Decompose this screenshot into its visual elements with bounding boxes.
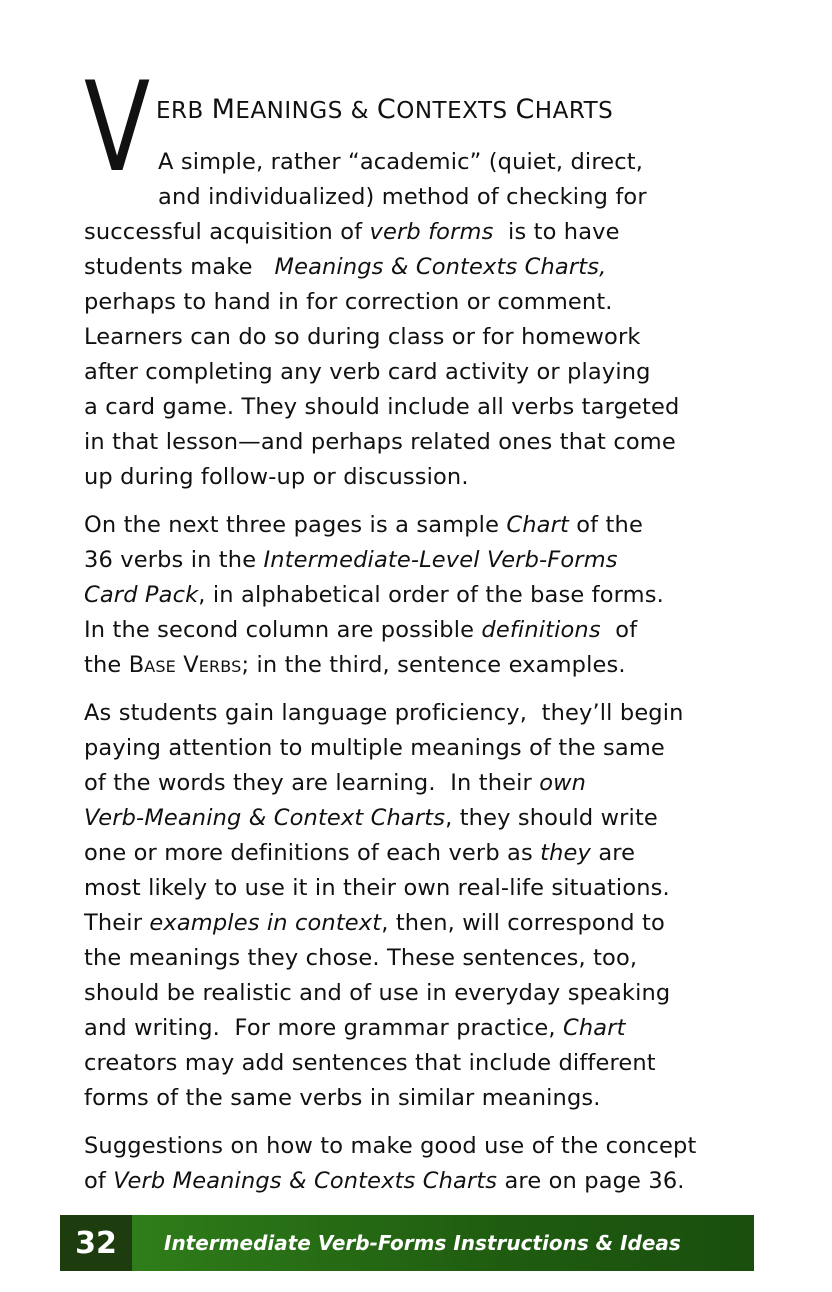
p3-l3-text: of the words they are learning. In their <box>84 770 540 796</box>
p4-l2-text: of <box>84 1168 114 1194</box>
p2-line-2 <box>84 543 618 578</box>
p2-l4-italic: definitions <box>481 617 601 643</box>
p3-line-9: should be realistic and of use in everyday speaking <box>84 980 671 1006</box>
p3-l5-italic: they <box>540 840 592 866</box>
p1-line-1: A simple, rather “academic” (quiet, direct, <box>158 149 644 175</box>
p2-l1-text: On the next three pages is a sample <box>84 512 507 538</box>
p3-l10-italic: Chart <box>562 1015 626 1041</box>
p2-line-5 <box>84 648 626 683</box>
p2-l5-text: the <box>84 652 129 678</box>
p4-l2-italic: Verb Meanings & Contexts Charts <box>113 1168 498 1194</box>
p3-line-3 <box>84 766 586 801</box>
p1-line-4 <box>84 250 606 285</box>
p1-l3-italic: verb forms <box>369 219 494 245</box>
p1-l4-text: students make <box>84 254 275 280</box>
p4-l2-end: are on page 36. <box>497 1168 685 1194</box>
p2-l2-italic: Intermediate-Level Verb-Forms <box>263 547 618 573</box>
heading-word-verb: ERB <box>156 98 204 124</box>
p3-line-12: forms of the same verbs in similar meanings. <box>84 1085 601 1111</box>
footer-title: Intermediate Verb-Forms Instructions & Ideas <box>132 1215 754 1271</box>
p3-l10-text: and writing. For more grammar practice, <box>84 1015 563 1041</box>
page-footer <box>60 1215 754 1271</box>
p3-line-11: creators may add sentences that include different <box>84 1050 656 1076</box>
p3-l7-end: , then, will correspond to <box>381 910 665 936</box>
heading-cap-c2: C <box>515 94 535 125</box>
p3-line-1: As students gain language proficiency, they’ll begin <box>84 700 684 726</box>
p3-line-7 <box>84 906 665 941</box>
heading-cap-m: M <box>211 94 236 125</box>
p1-l4-italic: Meanings & Contexts Charts, <box>274 254 607 280</box>
p3-line-2: paying attention to multiple meanings of the same <box>84 735 665 761</box>
p4-line-1: Suggestions on how to make good use of the concept <box>84 1133 697 1159</box>
p2-line-1 <box>84 508 643 543</box>
p2-l5-smallcaps: Base Verbs <box>128 652 242 678</box>
p2-l5-end: ; in the third, sentence examples. <box>241 652 626 678</box>
p3-line-10 <box>84 1011 626 1046</box>
p3-l7-italic: examples in context <box>149 910 382 936</box>
p3-line-6: most likely to use it in their own real-life situations. <box>84 875 670 901</box>
p4-line-2 <box>84 1164 685 1199</box>
p2-l1-end: of the <box>568 512 643 538</box>
p3-l4-text: , they should write <box>445 805 658 831</box>
p1-l3-end: is to have <box>493 219 620 245</box>
section-heading <box>156 94 613 125</box>
p3-l4-italic: Verb-Meaning & Context Charts <box>84 805 446 831</box>
p1-line-8: a card game. They should include all verbs targeted <box>84 394 680 420</box>
p1-line-6: Learners can do so during class or for homework <box>84 324 641 350</box>
heading-ampersand: & <box>350 98 370 124</box>
page-number: 32 <box>60 1215 132 1271</box>
p3-l5-text: one or more definitions of each verb as <box>84 840 541 866</box>
p1-line-9: in that lesson—and perhaps related ones that come <box>84 429 676 455</box>
p2-l3-italic: Card Pack <box>84 582 199 608</box>
p3-line-8: the meanings they chose. These sentences, too, <box>84 945 638 971</box>
heading-rest-charts: HARTS <box>534 98 614 124</box>
p2-line-4 <box>84 613 637 648</box>
p2-l3-text: , in alphabetical order of the base forms. <box>198 582 664 608</box>
heading-rest-contexts: ONTEXTS <box>396 98 508 124</box>
p2-l4-text: In the second column are possible <box>84 617 482 643</box>
p3-line-4 <box>84 801 658 836</box>
heading-cap-c1: C <box>376 94 397 125</box>
heading-rest-meanings: EANINGS <box>235 98 343 124</box>
p2-line-3 <box>84 578 664 613</box>
p3-line-5 <box>84 836 635 871</box>
p1-line-7: after completing any verb card activity or playing <box>84 359 651 385</box>
p1-line-3 <box>84 215 620 250</box>
p1-line-5: perhaps to hand in for correction or comment. <box>84 289 613 315</box>
p2-l4-end: of <box>600 617 638 643</box>
p3-l7-text: Their <box>84 910 150 936</box>
p1-line-2: and individualized) method of checking for <box>158 184 647 210</box>
p3-l5-end: are <box>591 840 636 866</box>
p3-l3-italic: own <box>539 770 587 796</box>
drop-cap: V <box>84 56 151 200</box>
p2-l1-italic: Chart <box>506 512 569 538</box>
p1-l3-text: successful acquisition of <box>84 219 370 245</box>
p2-l2-text: 36 verbs in the <box>84 547 264 573</box>
p1-line-10: up during follow-up or discussion. <box>84 464 469 490</box>
